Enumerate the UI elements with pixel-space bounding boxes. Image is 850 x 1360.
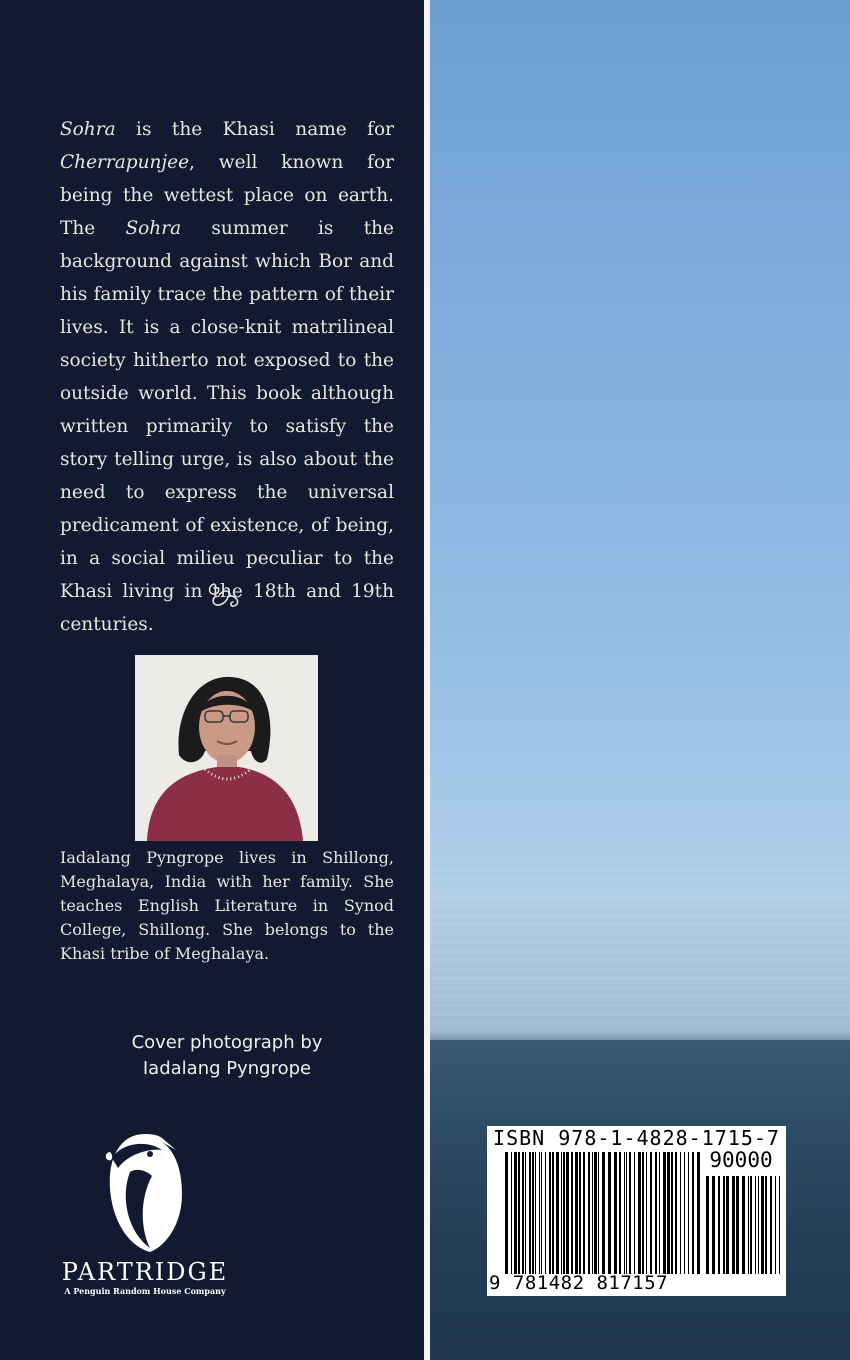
barcode-bar: [588, 1152, 590, 1274]
barcode-bar: [619, 1152, 621, 1274]
barcode-bar: [629, 1152, 631, 1274]
barcode-bar: [736, 1176, 739, 1274]
barcode-bar: [541, 1152, 542, 1274]
barcode-bar: [655, 1152, 657, 1274]
partridge-bird-logo-icon: [100, 1128, 190, 1258]
barcode-bar: [680, 1152, 681, 1274]
barcode-bar: [758, 1176, 759, 1274]
barcode-bar: [602, 1152, 605, 1274]
author-portrait-icon: [135, 655, 318, 841]
barcode-bar: [552, 1152, 554, 1274]
barcode-bar: [575, 1152, 578, 1274]
barcode-bar: [667, 1152, 670, 1274]
author-bio: Iadalang Pyngrope lives in Shillong, Meghalaya, India with her family. She teaches English Literature in Synod College, Shillong. She belongs to the Khasi tribe of Meghalaya.: [60, 848, 394, 963]
barcode-bar: [712, 1176, 715, 1274]
barcode-bar: [675, 1152, 677, 1274]
barcode-bar: [671, 1152, 673, 1274]
barcode-bar: [750, 1176, 752, 1274]
barcode-bar: [626, 1152, 627, 1274]
blurb-text: is the Khasi name for: [115, 119, 394, 140]
barcode-bar: [770, 1176, 772, 1274]
barcode-addon-number: 90000: [709, 1148, 773, 1172]
barcode-bar: [624, 1152, 625, 1274]
book-blurb: [60, 113, 394, 641]
ean-number: 9 781482 817157: [489, 1272, 669, 1294]
barcode-addon-bars: [706, 1176, 780, 1274]
barcode-bar: [532, 1152, 534, 1274]
barcode-bar: [726, 1176, 729, 1274]
isbn-barcode: [487, 1126, 786, 1296]
barcode-bar: [539, 1152, 540, 1274]
barcode-bar: [598, 1152, 599, 1274]
barcode-bar: [779, 1176, 780, 1274]
barcode-bar: [697, 1152, 700, 1274]
barcode-bar: [650, 1152, 652, 1274]
barcode-bar: [692, 1152, 694, 1274]
barcode-bar: [556, 1152, 559, 1274]
barcode-bar: [638, 1152, 641, 1274]
barcode-bar: [561, 1152, 562, 1274]
barcode-bar: [535, 1152, 536, 1274]
barcode-bar: [505, 1152, 508, 1274]
barcode-bar: [761, 1176, 764, 1274]
barcode-bar: [742, 1176, 745, 1274]
cloud-haze: [430, 860, 850, 1040]
barcode-bar: [659, 1152, 660, 1274]
barcode-bar: [775, 1176, 776, 1274]
barcode-bar: [614, 1152, 617, 1274]
publisher-tagline: A Penguin Random House Company: [64, 1286, 226, 1296]
barcode-bar: [571, 1152, 573, 1274]
blurb-cherrapunjee: Cherrapunjee: [60, 152, 190, 173]
barcode-bar: [706, 1176, 709, 1274]
barcode-bar: [723, 1176, 725, 1274]
barcode-bar: [592, 1152, 593, 1274]
barcode-bar: [583, 1152, 585, 1274]
barcode-bar: [646, 1152, 647, 1274]
barcode-bars: [505, 1152, 701, 1274]
barcode-bar: [755, 1176, 756, 1274]
barcode-bar: [511, 1152, 512, 1274]
photo-credit-name: Iadalang Pyngrope: [142, 1058, 312, 1079]
publisher-name: PARTRIDGE: [61, 1258, 229, 1286]
photo-credit: [60, 1030, 394, 1082]
barcode-bar: [684, 1152, 685, 1274]
isbn-label: ISBN 978-1-4828-1715-7: [493, 1126, 780, 1150]
barcode-bar: [514, 1152, 517, 1274]
blurb-text: , well known for being the wettest place on earth. The: [60, 152, 394, 239]
barcode-bar: [748, 1176, 749, 1274]
barcode-bar: [525, 1152, 526, 1274]
barcode-bar: [594, 1152, 597, 1274]
blurb-text: summer is the background against which Bor and his family trace the pattern of their lives. It is a close-knit matrilineal society hitherto not exposed to the outside world. This book although written primarily to satisfy the story telling urge, is also about the need to express the universal predicament of existence, of being, in a social milieu peculiar to the Khasi living in the 18th and 19th centuries.: [60, 218, 394, 635]
barcode-bar: [688, 1152, 689, 1274]
barcode-bar: [549, 1152, 551, 1274]
barcode-bar: [718, 1176, 720, 1274]
barcode-bar: [529, 1152, 531, 1274]
flourish-ornament-icon: [206, 578, 246, 610]
barcode-bar: [765, 1176, 767, 1274]
barcode-bar: [545, 1152, 546, 1274]
author-photo: [135, 655, 318, 841]
blurb-sohra: Sohra: [125, 218, 182, 239]
barcode-bar: [642, 1152, 644, 1274]
barcode-bar: [634, 1152, 635, 1274]
photo-credit-line: Cover photograph by: [131, 1032, 323, 1053]
barcode-bar: [563, 1152, 565, 1274]
barcode-bar: [522, 1152, 524, 1274]
barcode-bar: [732, 1176, 735, 1274]
barcode-bar: [608, 1152, 611, 1274]
barcode-bar: [663, 1152, 666, 1274]
barcode-bar: [566, 1152, 569, 1274]
barcode-bar: [518, 1152, 520, 1274]
blurb-sohra: Sohra: [60, 119, 116, 140]
barcode-bar: [579, 1152, 581, 1274]
